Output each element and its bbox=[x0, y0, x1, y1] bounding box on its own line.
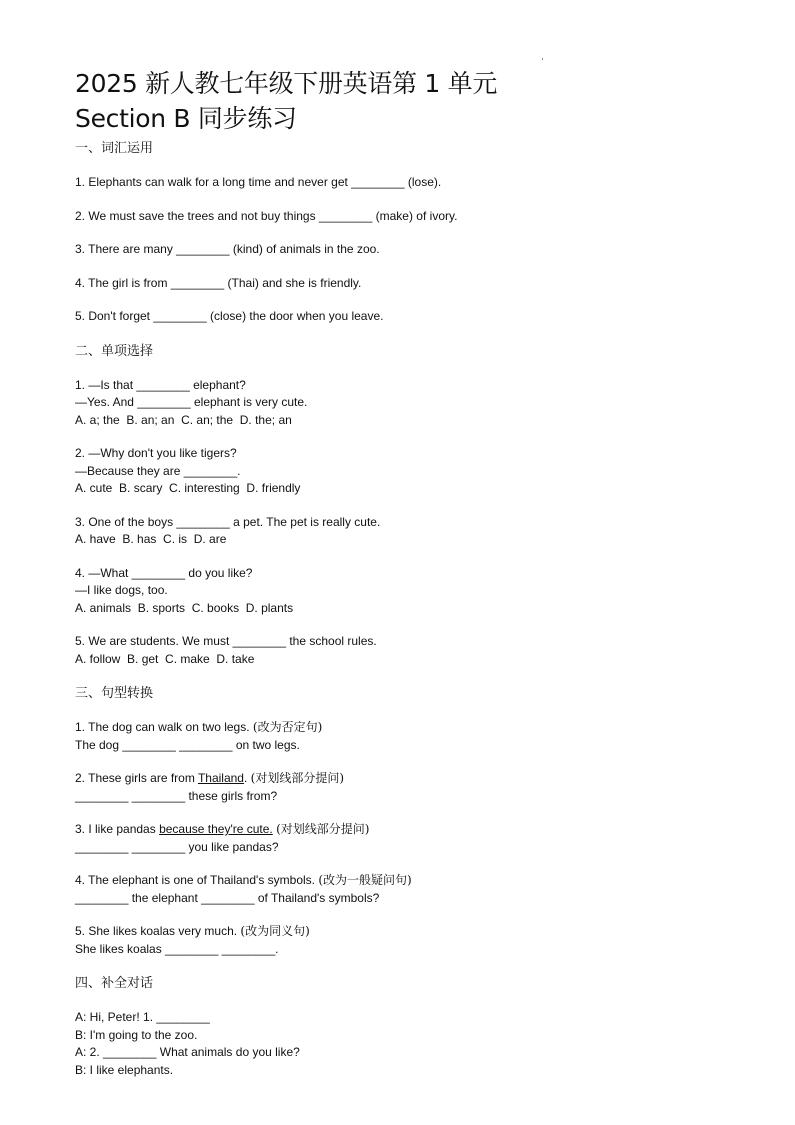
dialogue-line: A: Hi, Peter! 1. ________ bbox=[75, 1010, 210, 1024]
question-line bbox=[75, 770, 735, 788]
question-text: 5. She likes koalas very much. bbox=[75, 924, 241, 938]
question-item bbox=[75, 377, 735, 430]
answer-line: ________ ________ you like pandas? bbox=[75, 839, 279, 854]
dialogue-line: A: 2. ________ What animals do you like? bbox=[75, 1045, 300, 1059]
instruction-note: (对划线部分提问) bbox=[276, 822, 370, 836]
question-line bbox=[75, 719, 735, 737]
question-text: 4. The elephant is one of Thailand's symbols. bbox=[75, 873, 319, 887]
question-text: 2. These girls are from bbox=[75, 771, 198, 785]
question-item bbox=[75, 872, 735, 907]
question-item: 4. The girl is from ________ (Thai) and she is friendly. bbox=[75, 275, 362, 290]
question-text-tail: . bbox=[243, 771, 251, 785]
question-item bbox=[75, 565, 735, 618]
title-line-1: 2025 新人教七年级下册英语第 1 单元 bbox=[75, 69, 498, 98]
section-heading: 四、补全对话 bbox=[75, 976, 154, 991]
question-item: 3. There are many ________ (kind) of animals in the zoo. bbox=[75, 242, 380, 256]
question-line: —I like dogs, too. bbox=[75, 583, 168, 597]
question-line: 4. —What ________ do you like? bbox=[75, 565, 253, 580]
question-item bbox=[75, 633, 735, 668]
page-marker bbox=[542, 58, 543, 60]
question-item bbox=[75, 514, 735, 549]
question-line: 5. We are students. We must ________ the school rules. bbox=[75, 634, 377, 648]
answer-line: The dog ________ ________ on two legs. bbox=[75, 737, 300, 752]
section-heading: 一、词汇运用 bbox=[75, 141, 154, 156]
dialogue bbox=[75, 1009, 735, 1079]
section-heading: 二、单项选择 bbox=[75, 343, 154, 359]
title-line-2: Section B 同步练习 bbox=[75, 104, 297, 133]
question-item: 1. Elephants can walk for a long time and never get ________ (lose). bbox=[75, 175, 442, 189]
question-line: 2. —Why don't you like tigers? bbox=[75, 446, 237, 460]
question-line bbox=[75, 872, 735, 890]
question-line: 3. One of the boys ________ a pet. The pet is really cute. bbox=[75, 514, 381, 529]
instruction-note: (改为同义句) bbox=[240, 924, 310, 938]
question-line bbox=[75, 923, 735, 941]
answer-line: She likes koalas ________ ________. bbox=[75, 941, 279, 956]
question-item bbox=[75, 719, 735, 754]
question-line: —Because they are ________. bbox=[75, 463, 241, 478]
question-item bbox=[75, 923, 735, 958]
section-dialogue-completion bbox=[75, 975, 735, 1079]
answer-line: ________ ________ these girls from? bbox=[75, 788, 278, 803]
question-text: 1. The dog can walk on two legs. bbox=[75, 720, 253, 734]
dialogue-line: B: I like elephants. bbox=[75, 1062, 174, 1077]
question-line: —Yes. And ________ elephant is very cute. bbox=[75, 395, 308, 409]
section-multiple-choice bbox=[75, 343, 735, 669]
answer-options: A. a; the B. an; an C. an; the D. the; an bbox=[75, 412, 292, 427]
section-vocabulary bbox=[75, 140, 735, 326]
question-item bbox=[75, 821, 735, 856]
question-item bbox=[75, 445, 735, 498]
answer-options: A. animals B. sports C. books D. plants bbox=[75, 600, 294, 615]
question-item: 5. Don't forget ________ (close) the door when you leave. bbox=[75, 309, 384, 323]
underlined-part: Thailand bbox=[197, 771, 244, 785]
instruction-note: (对划线部分提问) bbox=[250, 771, 345, 785]
instruction-note: (改为否定句) bbox=[252, 720, 323, 734]
page-title bbox=[75, 66, 735, 136]
instruction-note: (改为一般疑问句) bbox=[318, 873, 412, 887]
dialogue-line: B: I'm going to the zoo. bbox=[75, 1027, 198, 1042]
question-text: 3. I like pandas bbox=[75, 822, 160, 836]
answer-options: A. cute B. scary C. interesting D. friendly bbox=[75, 481, 301, 495]
answer-options: A. have B. has C. is D. are bbox=[75, 532, 227, 546]
question-item bbox=[75, 770, 735, 805]
underlined-part: because they're cute. bbox=[159, 822, 273, 836]
question-line bbox=[75, 821, 735, 839]
answer-options: A. follow B. get C. make D. take bbox=[75, 651, 255, 666]
question-item: 2. We must save the trees and not buy things ________ (make) of ivory. bbox=[75, 208, 458, 223]
question-line: 1. —Is that ________ elephant? bbox=[75, 377, 246, 392]
section-heading: 三、句型转换 bbox=[75, 686, 154, 701]
worksheet-page bbox=[75, 66, 735, 1079]
section-sentence-transformation bbox=[75, 685, 735, 958]
answer-line: ________ the elephant ________ of Thailand's symbols? bbox=[75, 890, 380, 905]
